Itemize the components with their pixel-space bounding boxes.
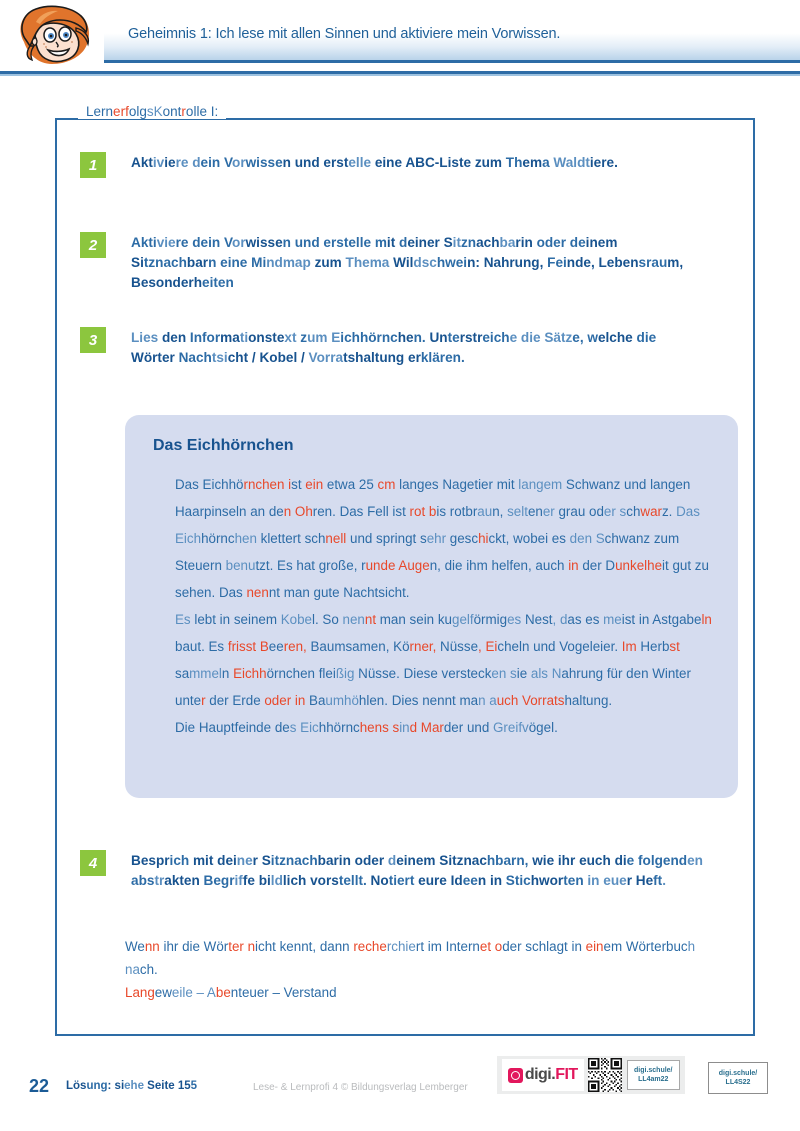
infobox-body [175,471,712,741]
header-divider-soft [0,74,800,76]
task-text: Besprich mit deiner Sitznachbarin oder deinem Sitznachbarn, wie ihr euch die folgenden abstrakten Begriffe bildlich vorstellt. Notiert eure Ideen in Stichworten in euer Heft. [131,853,703,888]
closing-note [125,935,725,1004]
qr-code-icon[interactable] [588,1058,622,1092]
infobox-title: Das Eichhörnchen [153,437,294,454]
qr-label-1-line2: LL4am22 [638,1076,669,1083]
child-face-icon [6,2,102,70]
digifit-badge[interactable] [497,1056,685,1094]
digifit-speech-icon [508,1068,523,1083]
page-number: 22 [29,1076,50,1096]
qr-label-2-line2: LL4S22 [725,1079,751,1086]
note-paragraph: Wenn ihr die Wörter nicht kennt, dann recherchiert im Internet oder schlagt in einem Wörterbuch nach. [125,939,696,977]
publisher-credit: Lese- & Lernprofi 4 © Bildungsverlag Lemberger [253,1082,468,1093]
task-item-4 [80,850,705,891]
page-header [0,0,800,74]
infobox-paragraph: Das Eichhörnchen ist ein etwa 25 cm langes Nagetier mit langem Schwanz und langen Haarpinseln an den Ohren. Das Fell ist rot bis rotbraun, seltener grau oder schwarz. Das Eichhörnchen klettert schnell und springt sehr geschickt, wobei es den Schwanz zum Steuern benutzt. Es hat große, runde Augen, die ihm helfen, auch in der Dunkelheit gut zu sehen. Das nennt man gute Nachtsicht. [175,477,709,600]
infobox-paragraph: Es lebt in seinem Kobel. So nennt man sein kugelförmiges Nest, das es meist in Astgabeln baut. Es frisst Beeren, Baumsamen, Körner, Nüsse, Eicheln und Vogeleier. Im Herbst sammeln Eichhörnchen fleißig Nüsse. Diese verstecken sie als Nahrung für den Winter unter der Erde oder in Baumhöhlen. Dies nennt man auch Vorratshaltung. [175,612,712,708]
task-text: Aktiviere dein Vorwissen und erstelle mit deiner Sitznachbarin oder deinem Sitznachbarn eine Mindmap zum Thema Wildschwein: Nahrung, Feinde, Lebensraum, Besonderheiten [131,235,684,290]
note-terms: Langeweile – Abenteuer – Verstand [125,985,337,1000]
infobox-paragraph: Die Hauptfeinde des Eichhörnchens sind Marder und Greifvögel. [175,720,558,735]
qr-label-1-line1: digi.schule/ [634,1067,673,1074]
task-number-badge: 3 [80,327,106,353]
task-text: Lies den Informationstext zum Eichhörnchen. Unterstreiche die Sätze, welche die Wörter Nachtsicht / Kobel / Vorratshaltung erklären. [131,330,657,365]
task-item-3 [80,327,690,368]
task-item-2 [80,232,690,293]
task-number-badge: 1 [80,152,106,178]
qr-code-label-2[interactable] [708,1062,768,1094]
frame-legend: LernerfolgsKontrolle I: [78,104,226,119]
page-title: Geheimnis 1: Ich lese mit allen Sinnen und aktiviere mein Vorwissen. [128,26,561,42]
digifit-label-digi: digi. [524,1066,556,1083]
digifit-logo [502,1059,584,1091]
header-banner [104,14,800,63]
solution-reference: Lösung: siehe Seite 155 [66,1080,198,1092]
qr-code-label-1 [627,1060,680,1090]
information-text-box [125,415,738,798]
task-text: Aktiviere dein Vorwissen und erstelle eine ABC-Liste zum Thema Waldtiere. [131,155,618,170]
digifit-label-fit: FIT [555,1066,578,1083]
task-number-badge: 2 [80,232,106,258]
qr-label-2-line1: digi.schule/ [718,1070,758,1077]
task-number-badge: 4 [80,850,106,876]
task-item-1 [80,152,680,178]
